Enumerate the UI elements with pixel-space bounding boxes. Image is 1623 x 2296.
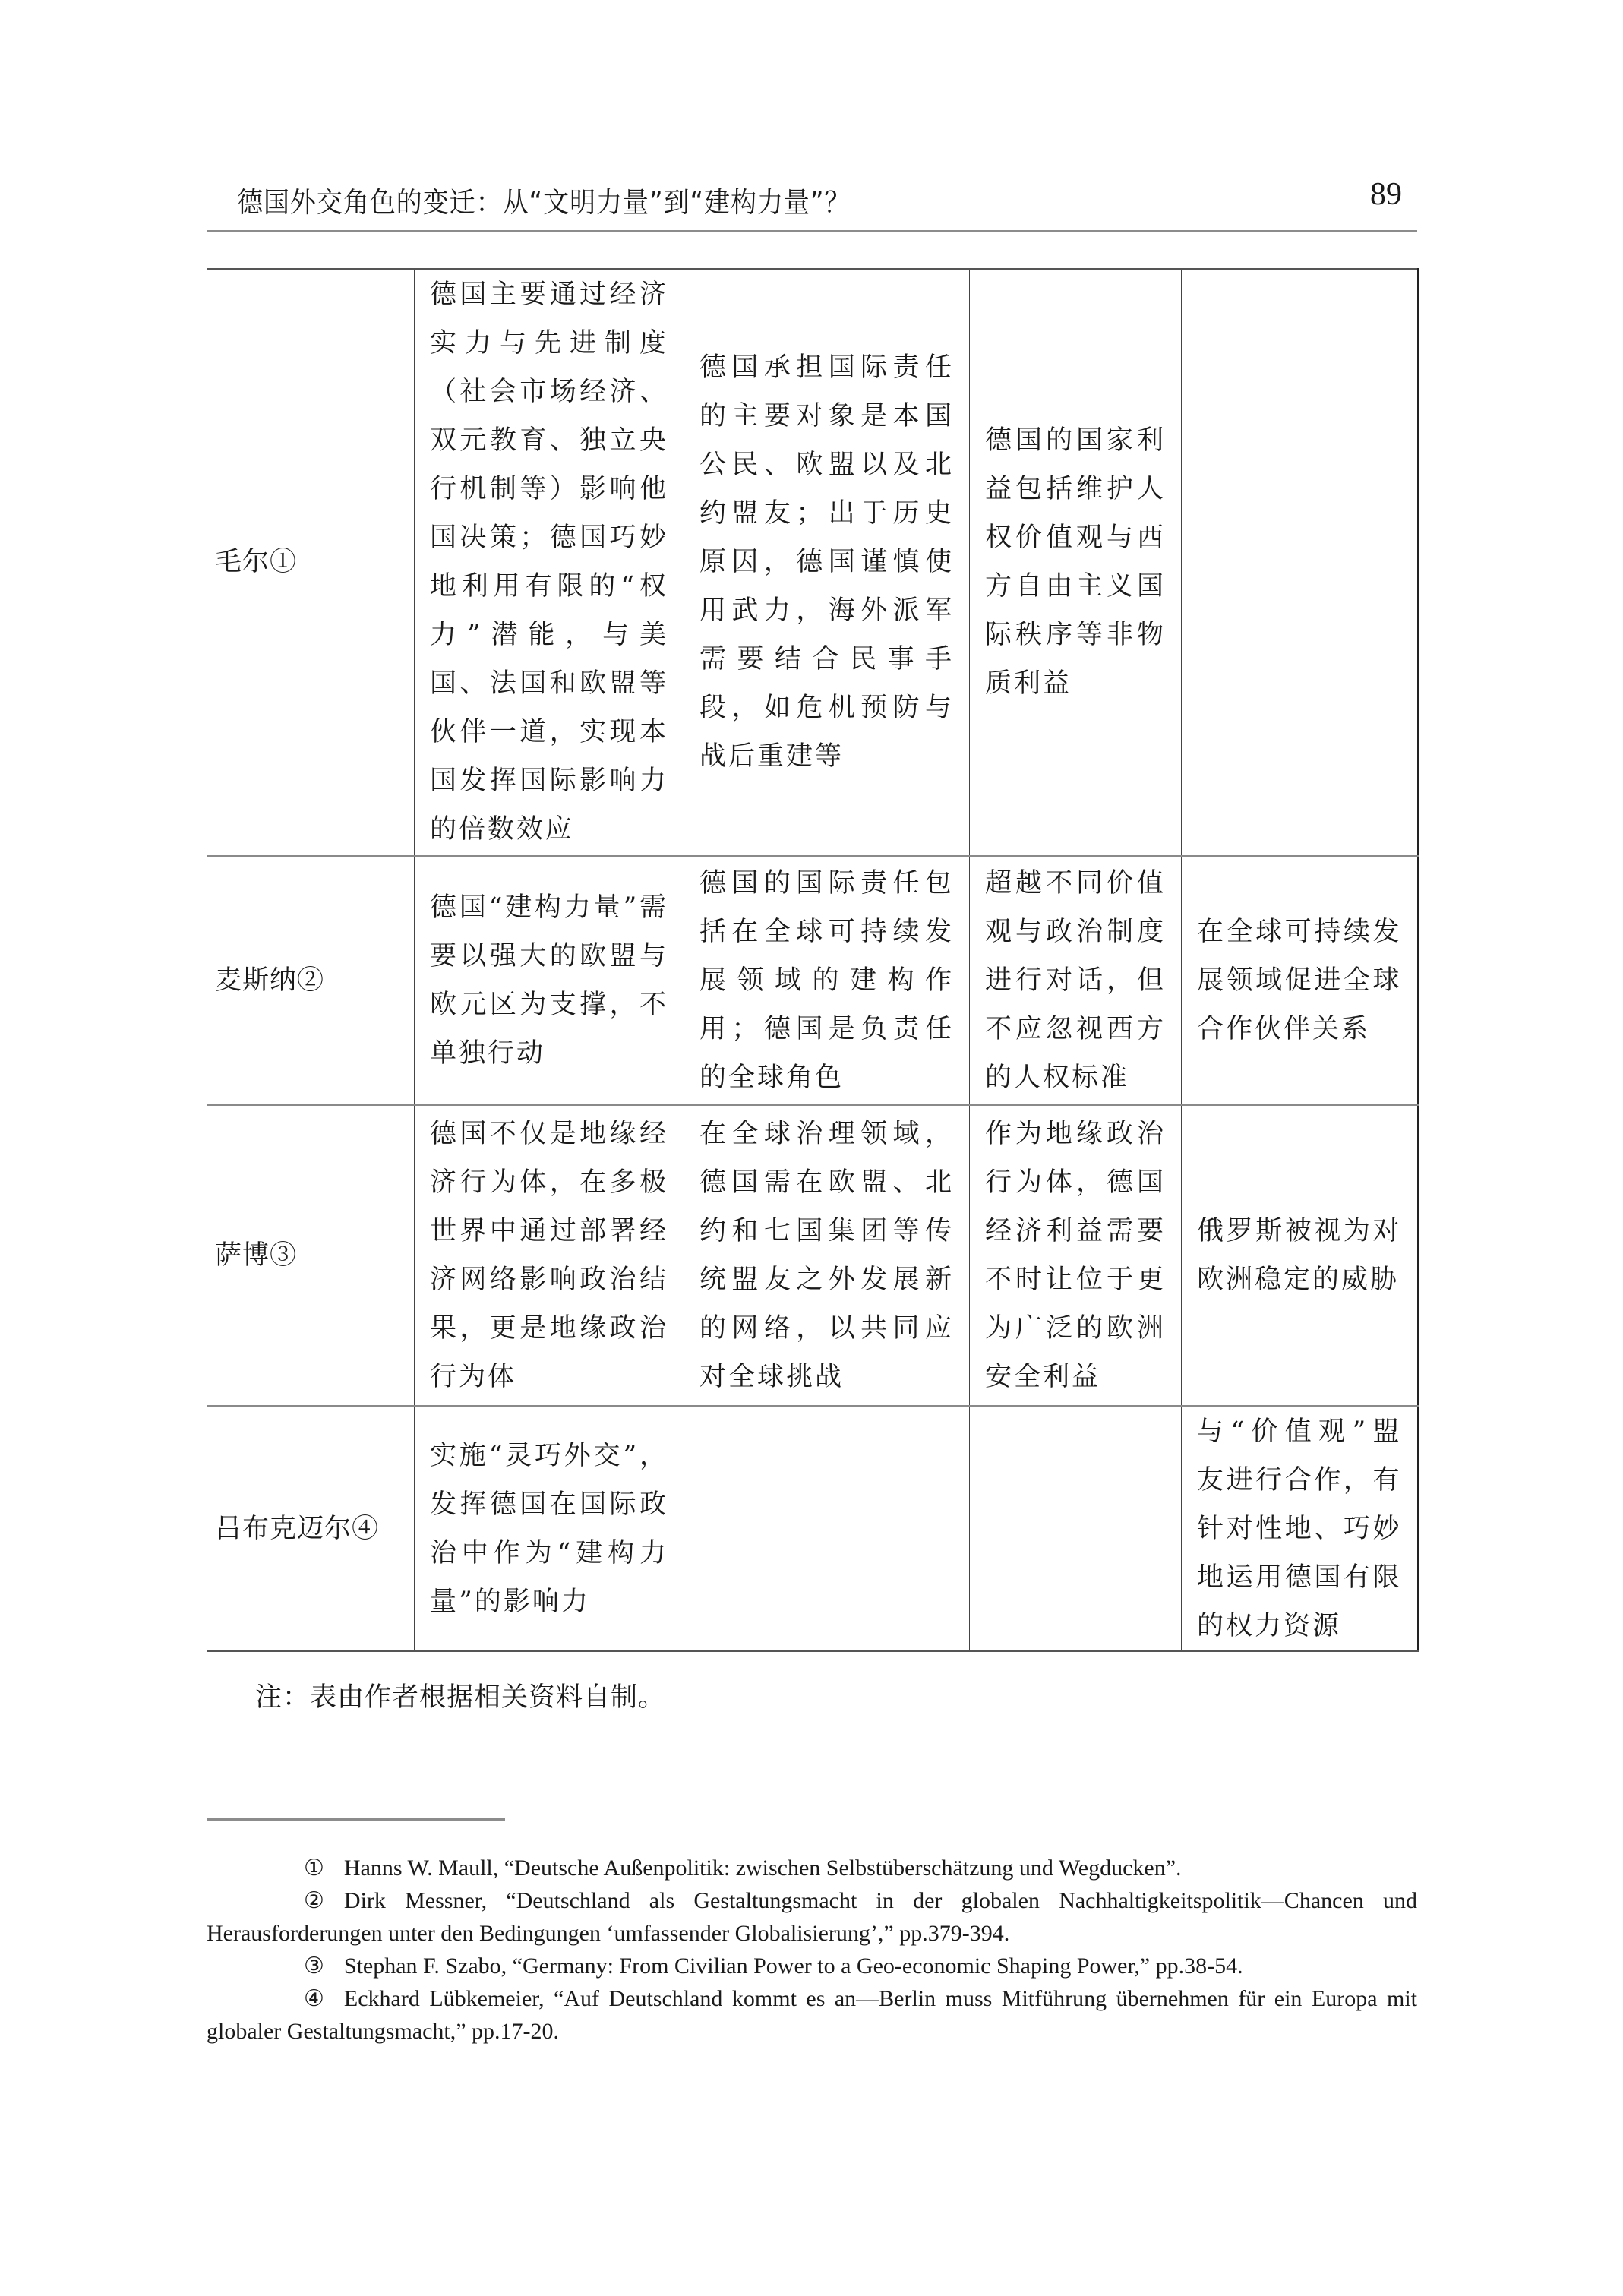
footnotes	[207, 1852, 1417, 2048]
table-row	[207, 856, 1418, 1104]
footnote-marker: ④	[304, 1986, 324, 2011]
table-row	[207, 1104, 1418, 1406]
table-cell: 与“价值观”盟友进行合作，有针对性地、巧妙地运用德国有限的权力资源	[1182, 1406, 1418, 1651]
table-cell: 在全球可持续发展领域促进全球合作伙伴关系	[1182, 856, 1418, 1104]
table-cell	[970, 1406, 1182, 1651]
table-cell: 在全球治理领域，德国需在欧盟、北约和七国集团等传统盟友之外发展新的网络，以共同应对全球挑战	[684, 1104, 970, 1406]
table-cell: 俄罗斯被视为对欧洲稳定的威胁	[1182, 1104, 1418, 1406]
scholar-name: 萨博③	[207, 1104, 415, 1406]
table-row	[207, 269, 1418, 856]
footnote-text: Stephan F. Szabo, “Germany: From Civilian Power to a Geo-economic Shaping Power,” pp.38-54.	[343, 1953, 1243, 1979]
footnote-marker: ③	[304, 1953, 324, 1979]
footnote	[207, 1950, 1417, 1982]
table-cell: 德国的国际责任包括在全球可持续发展领域的建构作用；德国是负责任的全球角色	[684, 856, 970, 1104]
table-cell	[1182, 269, 1418, 856]
footnote-text: Dirk Messner, “Deutschland als Gestaltungsmacht in der globalen Nachhaltigkeitspolitik—Chancen und Herausforderungen unter den Bedingungen ‘umfassender Globalisierung’,” pp.379-394.	[207, 1888, 1417, 1946]
scholar-name: 麦斯纳②	[207, 856, 415, 1104]
footnote	[207, 1852, 1417, 1884]
page-number: 89	[1370, 177, 1402, 212]
table-cell: 作为地缘政治行为体，德国经济利益需要不时让位于更为广泛的欧洲安全利益	[970, 1104, 1182, 1406]
table-cell	[684, 1406, 970, 1651]
running-title: 德国外交角色的变迁：从“文明力量”到“建构力量”？	[237, 186, 851, 219]
table-cell: 德国主要通过经济实力与先进制度（社会市场经济、双元教育、独立央行机制等）影响他国决策；德国巧妙地利用有限的“权力”潜能，与美国、法国和欧盟等伙伴一道，实现本国发挥国际影响力的倍数效应	[415, 269, 684, 856]
table-row	[207, 1406, 1418, 1651]
table-cell: 德国承担国际责任的主要对象是本国公民、欧盟以及北约盟友；出于历史原因，德国谨慎使用武力，海外派军需要结合民事手段，如危机预防与战后重建等	[684, 269, 970, 856]
table-cell: 超越不同价值观与政治制度进行对话，但不应忽视西方的人权标准	[970, 856, 1182, 1104]
footnote-text: Eckhard Lübkemeier, “Auf Deutschland kommt es an—Berlin muss Mitführung übernehmen für ein Europa mit globaler Gestaltungsmacht,” pp.17-20.	[207, 1986, 1417, 2044]
table-cell: 德国不仅是地缘经济行为体，在多极世界中通过部署经济网络影响政治结果，更是地缘政治行为体	[415, 1104, 684, 1406]
scholar-name: 毛尔①	[207, 269, 415, 856]
footnote	[207, 1884, 1417, 1950]
table-cell: 实施“灵巧外交”，发挥德国在国际政治中作为“建构力量”的影响力	[415, 1406, 684, 1651]
footnote-rule	[207, 1818, 505, 1821]
running-head	[207, 173, 1417, 219]
footnote	[207, 1982, 1417, 2048]
header-rule	[207, 230, 1417, 232]
table-cell: 德国的国家利益包括维护人权价值观与西方自由主义国际秩序等非物质利益	[970, 269, 1182, 856]
scholar-name: 吕布克迈尔④	[207, 1406, 415, 1651]
table-cell: 德国“建构力量”需要以强大的欧盟与欧元区为支撑，不单独行动	[415, 856, 684, 1104]
footnote-marker: ②	[304, 1888, 324, 1913]
footnote-marker: ①	[304, 1855, 324, 1881]
comparison-table	[207, 268, 1419, 1652]
table-note: 注：表由作者根据相关资料自制。	[255, 1682, 666, 1713]
footnote-text: Hanns W. Maull, “Deutsche Außenpolitik: zwischen Selbstüberschätzung und Wegducken”.	[343, 1855, 1182, 1881]
